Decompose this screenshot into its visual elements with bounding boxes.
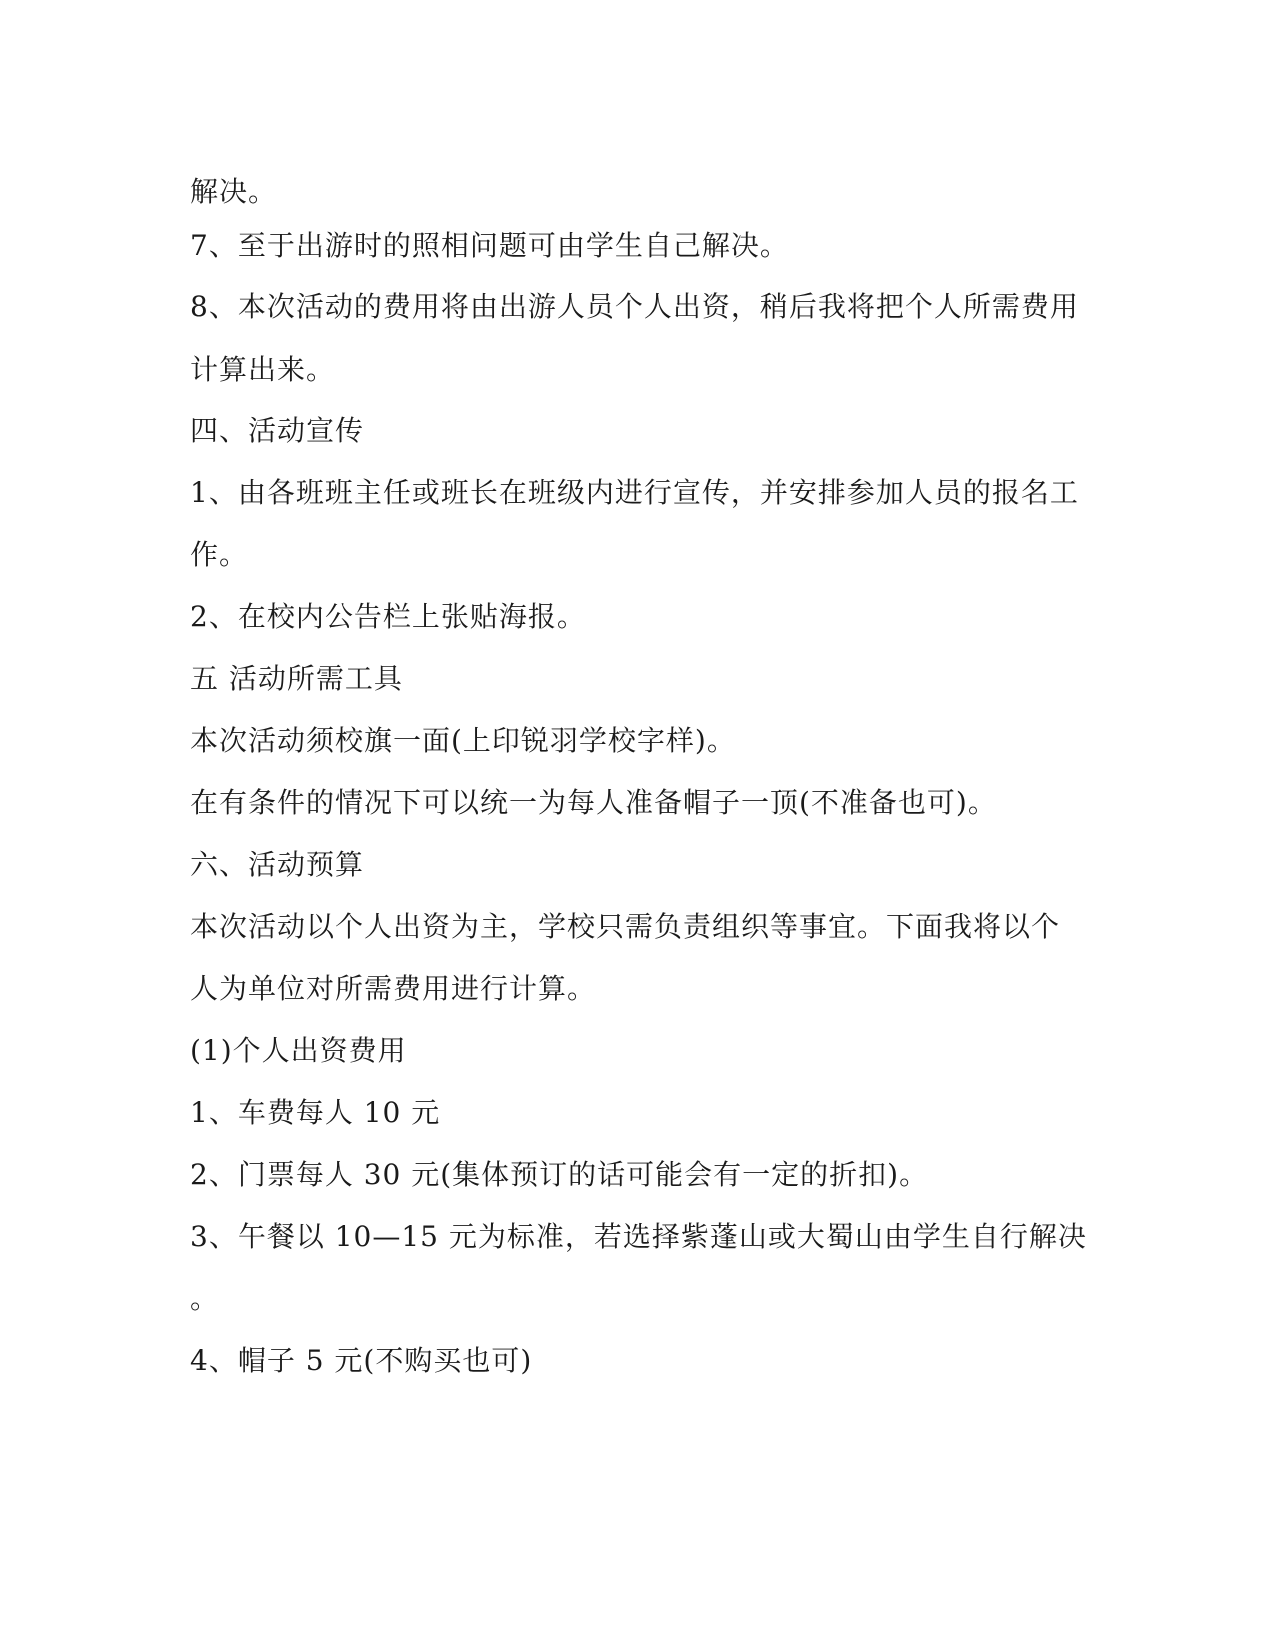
text-line: 7、至于出游时的照相问题可由学生自己解决。 (190, 229, 789, 262)
text-line: 人为单位对所需费用进行计算。 (190, 972, 597, 1005)
text-line: 1、由各班班主任或班长在班级内进行宣传，并安排参加人员的报名工 (190, 476, 1079, 509)
text-line: 计算出来。 (190, 353, 336, 386)
text-line: 4、帽子 5 元(不购买也可) (190, 1344, 533, 1377)
text-line: 解决。 (190, 175, 278, 208)
text-line: 本次活动以个人出资为主，学校只需负责组织等事宜。下面我将以个 (190, 910, 1061, 943)
subsection-heading: (1)个人出资费用 (190, 1034, 407, 1067)
section-heading: 四、活动宣传 (190, 414, 365, 447)
section-heading: 五 活动所需工具 (190, 662, 403, 695)
text-line: 3、午餐以 10—15 元为标准，若选择紫蓬山或大蜀山由学生自行解决 (190, 1220, 1087, 1253)
text-line: 8、本次活动的费用将由出游人员个人出资，稍后我将把个人所需费用 (190, 290, 1079, 323)
text-line: 作。 (190, 538, 249, 571)
text-line: 在有条件的情况下可以统一为每人准备帽子一顶(不准备也可)。 (190, 786, 997, 819)
text-line: 本次活动须校旗一面(上印锐羽学校字样)。 (190, 724, 736, 757)
section-heading: 六、活动预算 (190, 848, 365, 881)
text-line: 2、在校内公告栏上张贴海报。 (190, 600, 586, 633)
text-line: 2、门票每人 30 元(集体预订的话可能会有一定的折扣)。 (190, 1158, 929, 1191)
text-line: 1、车费每人 10 元 (190, 1096, 441, 1129)
text-line: 。 (190, 1282, 220, 1315)
